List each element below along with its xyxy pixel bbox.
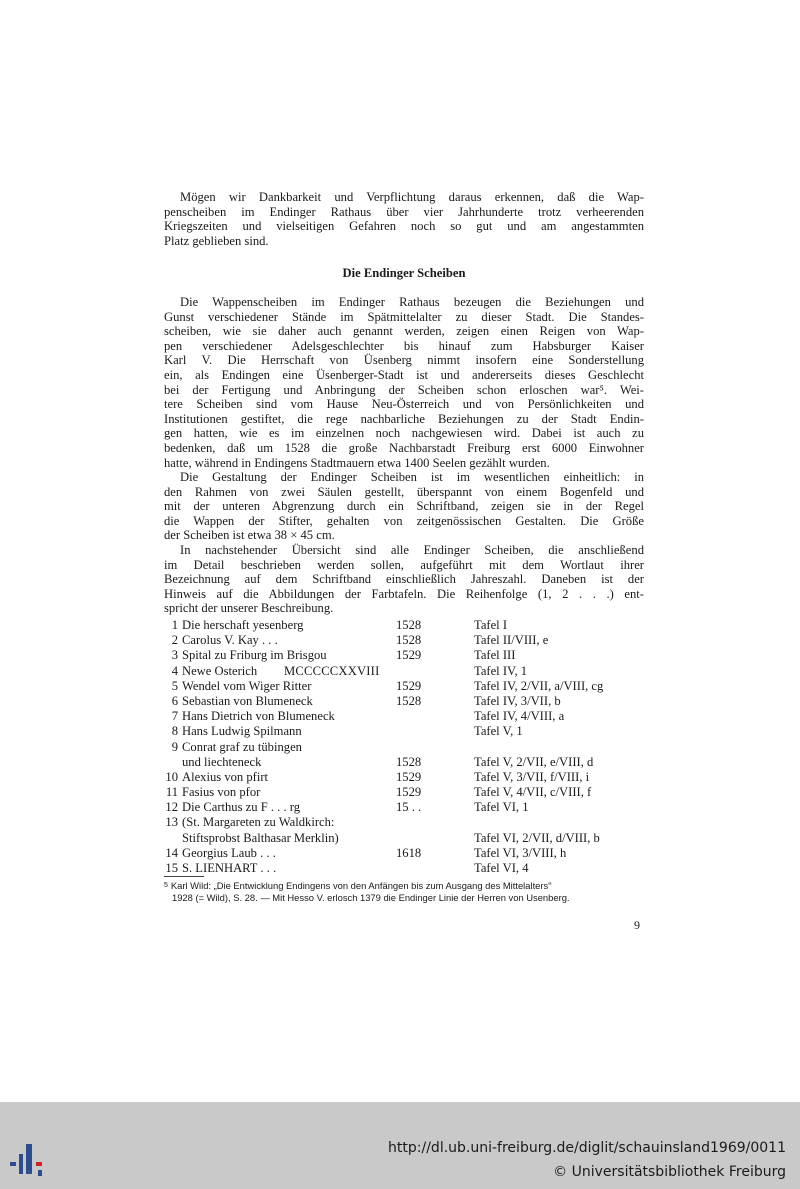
footnote: [164, 880, 644, 903]
item-tafel: Tafel IV, 4/VIII, a: [474, 709, 565, 724]
list-item: [164, 724, 644, 739]
text-line: bei der Fertigung und Anbringung der Scheiben schon erloschen war⁵. Wei-: [164, 382, 644, 397]
item-name: Hans Ludwig Spilmann: [182, 724, 302, 739]
item-year: 1528: [396, 754, 422, 769]
list-item: [164, 861, 644, 876]
item-year: 15 . .: [396, 800, 422, 815]
text-line: die Wappen der Stifter, gehalten von zeitgenössischen Gestalten. Die Größe: [164, 513, 644, 528]
item-number: 1: [171, 618, 178, 632]
item-number: 2: [171, 633, 178, 648]
text-line: Die Wappenscheiben im Endinger Rathaus bezeugen die Beziehungen und: [180, 295, 644, 309]
text-line: bedenken, daß um 1528 die große Nachbarstadt Freiburg erst 6000 Einwohner: [164, 440, 644, 455]
item-number: 15: [165, 861, 178, 875]
item-year: 1529: [396, 785, 422, 800]
text-line: mit der unteren Abgrenzung durch ein Schriftband, zeigen sie in der Regel: [164, 499, 644, 514]
text-line: Kriegszeiten und vielseitigen Gefahren noch so gut und am angestammten: [164, 219, 644, 234]
item-number: 13: [165, 815, 178, 830]
list-item: [164, 785, 644, 800]
item-name: Die herschaft yesenberg: [182, 618, 304, 632]
text-line: Mögen wir Dankbarkeit und Verpflichtung daraus erkennen, daß die Wap-: [180, 190, 644, 204]
text-line: Hinweis auf die Abbildungen der Farbtafeln. Die Reihenfolge (1, 2 . . .) ent-: [164, 586, 644, 601]
footnote-line: 1928 (= Wild), S. 28. — Mit Hesso V. erlosch 1379 die Endinger Linie der Herren von Usenberg.: [172, 891, 570, 903]
item-name: Fasius von pfor: [182, 785, 261, 800]
list-item: [164, 815, 644, 830]
paragraph-3: [164, 543, 644, 616]
list-item: [164, 770, 644, 785]
text-line: In nachstehender Übersicht sind alle Endinger Scheiben, die anschließend: [180, 543, 644, 557]
item-name: Sebastian von Blumeneck: [182, 693, 313, 708]
item-name: Spital zu Friburg im Brisgou: [182, 648, 327, 663]
item-number: 3: [171, 648, 178, 663]
list-item: [164, 648, 644, 663]
item-tafel: Tafel VI, 3/VIII, h: [474, 845, 567, 860]
footnote-line: Karl Wild: „Die Entwicklung Endingens von den Anfängen bis zum Ausgang des Mittelalters": [170, 880, 552, 891]
item-name: Carolus V. Kay . . .: [182, 633, 278, 648]
item-year: 1528: [396, 618, 422, 632]
item-name: Georgius Laub . . .: [182, 845, 276, 860]
item-name: Alexius von pfirt: [182, 769, 269, 784]
list-item: [164, 664, 644, 679]
item-tafel: Tafel V, 4/VII, c/VIII, f: [474, 785, 592, 800]
text-line: pen verschiedener Adelsgeschlechter bis hinauf zum Habsburger Kaiser: [164, 338, 644, 353]
item-number: 14: [165, 845, 178, 860]
item-name: Newe Osterich: [182, 663, 258, 678]
item-name: Hans Dietrich von Blumeneck: [182, 709, 335, 724]
text-line: im Detail beschrieben werden sollen, aufgeführt mit dem Wortlaut ihrer: [164, 557, 644, 572]
item-name: S. LIENHART . . .: [182, 861, 277, 875]
section-heading: Die Endinger Scheiben: [342, 266, 466, 280]
item-number: 5: [171, 678, 178, 693]
item-tafel: Tafel V, 3/VII, f/VIII, i: [474, 769, 590, 784]
item-name: Wendel vom Wiger Ritter: [182, 678, 312, 693]
item-tafel: Tafel IV, 1: [474, 663, 528, 678]
item-name: Conrat graf zu tübingen: [182, 739, 302, 754]
library-logo-icon: [10, 1140, 50, 1180]
list-item: [164, 831, 644, 846]
item-name: und liechteneck: [182, 754, 262, 769]
item-year: 1529: [396, 648, 422, 663]
list-item: [164, 846, 644, 861]
window-list: [164, 618, 644, 876]
list-item: [164, 709, 644, 724]
item-number: 12: [165, 800, 178, 815]
source-url-link[interactable]: http://dl.ub.uni-freiburg.de/diglit/schauinsland1969/0011: [388, 1140, 786, 1156]
text-line: der Scheiben ist etwa 38 × 45 cm.: [164, 528, 335, 543]
list-item: [164, 800, 644, 815]
footnote-divider: [164, 876, 204, 877]
item-tafel: Tafel II/VIII, e: [474, 633, 549, 648]
footnote-marker: 5: [164, 882, 168, 889]
text-line: Gunst verschiedener Stände im Spätmittelalter zu dieser Stadt. Die Standes-: [164, 309, 644, 324]
item-tafel: Tafel I: [474, 618, 508, 632]
footer-bar: [0, 1102, 800, 1189]
item-year: 1618: [396, 845, 422, 860]
text-line: tere Scheiben sind vom Hause Neu-Österreich und von Persönlichkeiten und: [164, 397, 644, 412]
item-number: 8: [171, 724, 178, 739]
item-tafel: Tafel IV, 3/VII, b: [474, 693, 561, 708]
text-line: Institutionen gestiftet, die rege nachbarliche Beziehungen zu der Stadt Endin-: [164, 411, 644, 426]
text-line: penscheiben im Endinger Rathaus über vier Jahrhunderte trotz verheerenden: [164, 204, 644, 219]
item-tafel: Tafel VI, 4: [474, 861, 529, 875]
page-number: 9: [634, 918, 640, 932]
list-item: [164, 618, 644, 633]
list-item: [164, 740, 644, 755]
item-year: 1528: [396, 693, 422, 708]
item-number: 7: [171, 709, 178, 724]
paragraph-2: [164, 470, 644, 543]
text-line: hatte, während in Endingens Stadtmauern etwa 1400 Seelen gezählt wurden.: [164, 455, 550, 470]
text-line: gen hatten, wie es im einzelnen noch nachgewiesen wird. Dabei ist auch zu: [164, 426, 644, 441]
item-roman-year: MCCCCCXXVIII: [284, 663, 380, 678]
item-number: 6: [171, 693, 178, 708]
item-number: 11: [165, 785, 178, 800]
list-item: [164, 633, 644, 648]
item-name: Die Carthus zu F . . . rg: [182, 800, 300, 815]
item-name: (St. Margareten zu Waldkirch:: [182, 815, 335, 830]
text-line: scheiben, wie sie daher auch genannt werden, zeigen einen Reigen von Wap-: [164, 324, 644, 339]
item-tafel: Tafel VI, 2/VII, d/VIII, b: [474, 830, 600, 845]
item-number: 4: [171, 663, 178, 678]
copyright-text: © Universitätsbibliothek Freiburg: [553, 1164, 786, 1180]
text-line: Karl V. Die Herrschaft von Üsenberg nimmt insofern eine Sonderstellung: [164, 353, 644, 368]
text-line: Bezeichnung auf dem Schriftband einschließlich Jahreszahl. Daneben ist der: [164, 572, 644, 587]
item-tafel: Tafel IV, 2/VII, a/VIII, cg: [474, 678, 604, 693]
item-tafel: Tafel VI, 1: [474, 800, 529, 815]
item-name: Stiftsprobst Balthasar Merklin): [182, 830, 339, 845]
item-tafel: Tafel V, 2/VII, e/VIII, d: [474, 754, 594, 769]
item-year: 1529: [396, 769, 422, 784]
text-line: Die Gestaltung der Endinger Scheiben ist im wesentlichen einheitlich: in: [180, 470, 644, 484]
paragraph-1: [164, 295, 644, 470]
item-number: 10: [165, 769, 178, 784]
intro-paragraph: [164, 190, 644, 248]
item-year: 1528: [396, 633, 422, 648]
list-item: [164, 679, 644, 694]
item-year: 1529: [396, 678, 422, 693]
text-line: spricht der unserer Beschreibung.: [164, 601, 334, 616]
list-item: [164, 755, 644, 770]
text-line: den Rahmen von zwei Säulen gestellt, überspannt von einem Bogenfeld und: [164, 484, 644, 499]
item-number: 9: [171, 739, 178, 754]
list-item: [164, 694, 644, 709]
item-tafel: Tafel III: [474, 648, 516, 663]
text-line: Platz geblieben sind.: [164, 233, 269, 248]
text-line: ein, als Endingen eine Üsenberger-Stadt ist und andererseits dieses Geschlecht: [164, 367, 644, 382]
item-tafel: Tafel V, 1: [474, 724, 523, 739]
